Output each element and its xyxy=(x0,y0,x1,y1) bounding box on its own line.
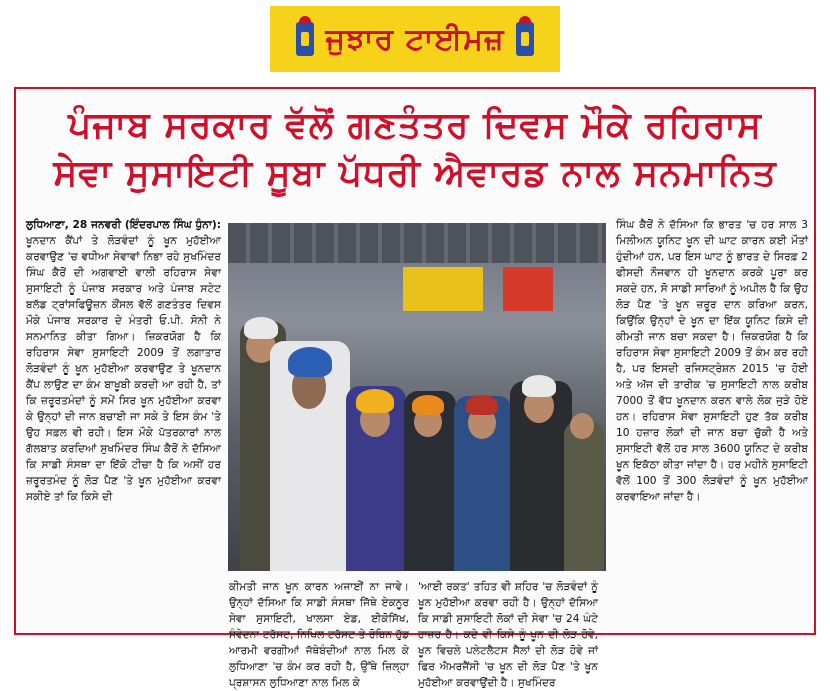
masthead-title: ਜੁਝਾਰ ਟਾਈਮਜ਼ xyxy=(325,21,505,57)
turban xyxy=(244,317,278,339)
turban xyxy=(466,395,498,415)
turban xyxy=(356,389,394,413)
article-column-4: ਸਿੰਘ ਕੈਰੋਂ ਨੇ ਦੱਸਿਆ ਕਿ ਭਾਰਤ 'ਚ ਹਰ ਸਾਲ 3 ਮਿਲੀਅਨ ਯੂਨਿਟ ਖੂਨ ਦੀ ਘਾਟ ਕਾਰਨ ਕਈ ਮੌਤਾਂ ਹੁੰਦੀਆਂ ਹਨ, ਪਰ ਇਸ ਘਾਟ ਨੂੰ ਭਾਰਤ ਦੇ ਸਿਰਫ਼ 2 ਫੀਸਦੀ ਨੌਜਵਾਨ ਹੀ ਖੂਨਦਾਨ ਕਰਕੇ ਪੂਰਾ ਕਰ ਸਕਦੇ ਹਨ, ਸੋ ਸਾਡੀ ਸਾਰਿਆਂ ਨੂੰ ਅਪੀਲ ਹੈ ਕਿ ਉਹ ਲੋੜ ਪੈਣ 'ਤੇ ਖੂਨ ਜ਼ਰੂਰ ਦਾਨ ਕਰਿਆ ਕਰਨ, ਕਿਉਂਕਿ ਉਨ੍ਹਾਂ ਦੇ ਖੂਨ ਦਾ ਇੱਕ ਯੂਨਿਟ ਕਿਸੇ ਦੀ ਕੀਮਤੀ ਜਾਨ ਬਚਾ ਸਕਦਾ ਹੈ। ਜ਼ਿਕਰਯੋਗ ਹੈ ਕਿ ਰਹਿਰਾਸ ਸੇਵਾ ਸੁਸਾਇਟੀ 2009 ਤੋਂ ਕੰਮ ਕਰ ਰਹੀ ਹੈ, ਪਰ ਇਸਦੀ ਰਜਿਸਟ੍ਰੇਸ਼ਨ 2015 'ਚ ਹੋਈ ਅਤੇ ਅੱਜ ਦੀ ਤਾਰੀਕ 'ਚ ਸੁਸਾਇਟੀ ਨਾਲ ਕਰੀਬ 7000 ਤੋਂ ਵੱਧ ਖੂਨਦਾਨ ਕਰਨ ਵਾਲੇ ਲੋਕ ਜੁੜੇ ਹੋਏ ਹਨ। ਰਹਿਰਾਸ ਸੇਵਾ ਸੁਸਾਇਟੀ ਹੁਣ ਤੱਕ ਕਰੀਬ 10 ਹਜ਼ਾਰ ਲੋਕਾਂ ਦੀ ਜਾਨ ਬਚਾ ਚੁੱਕੀ ਹੈ ਅਤੇ ਸੁਸਾਇਟੀ ਵੱਲੋਂ ਹਰ ਸਾਲ 3600 ਯੂਨਿਟ ਦੇ ਕਰੀਬ ਖੂਨ ਇਕੱਠਾ ਕੀਤਾ ਜਾਂਦਾ ਹੈ। ਹਰ ਮਹੀਨੇ ਸੁਸਾਇਟੀ ਵੱਲੋਂ 100 ਤੋਂ 300 ਲੋੜਵੰਦਾਂ ਨੂੰ ਖੂਨ ਮੁਹੱਈਆ ਕਰਵਾਇਆ ਜਾਂਦਾ ਹੈ। xyxy=(616,219,808,503)
award-ceremony-photo xyxy=(228,223,606,571)
turban xyxy=(412,395,444,415)
masthead xyxy=(270,6,560,72)
photo-roof xyxy=(228,223,606,263)
article-column-3: 'ਆਈ ਰਕਤ' ਤਹਿਤ ਵੀ ਸ਼ਹਿਰ 'ਚ ਲੋੜਵੰਦਾਂ ਨੂੰ ਖੂਨ ਮੁਹੱਈਆ ਕਰਵਾ ਰਹੀ ਹੈ। ਉਨ੍ਹਾਂ ਦੱਸਿਆ ਕਿ ਸਾਡੀ ਸੁਸਾਇਟੀ ਲੋਕਾਂ ਦੀ ਸੇਵਾ 'ਚ 24 ਘੰਟੇ ਹਾਜ਼ਰ ਹੈ। ਕਦੇ ਵੀ ਕਿਸੇ ਨੂੰ ਖੂਨ ਦੀ ਲੋੜ ਹੋਵੇ, ਖੂਨ ਵਿਚਲੇ ਪਲੇਟਲੈਟਸ ਸੈਲਾਂ ਦੀ ਲੋੜ ਹੋਵੇ ਜਾਂ ਫਿਰ ਐਮਰਜੈਂਸੀ 'ਚ ਖੂਨ ਦੀ ਲੋੜ ਪੈਣ 'ਤੇ ਖੂਨ ਮੁਹੱਈਆ ਕਰਵਾਉਂਦੀ ਹੈ। ਸੁਖਮਿੰਦਰ xyxy=(418,581,598,689)
person-head xyxy=(570,413,594,439)
lamp-icon xyxy=(516,22,534,56)
article-column-1 xyxy=(26,217,221,629)
turban xyxy=(522,375,556,397)
article-column-2: ਕੀਮਤੀ ਜਾਨ ਖੂਨ ਕਾਰਨ ਅਜਾਈਂ ਨਾ ਜਾਵੇ। ਉਨ੍ਹਾਂ ਦੱਸਿਆ ਕਿ ਸਾਡੀ ਸੰਸਥਾ ਜਿੱਥੇ ਏਕਨੂਰ ਸੇਵਾ ਸੁਸਾਇਟੀ, ਖਾਲਸਾ ਏਡ, ਈਕੋਸਿੱਖ, ਸੰਵੇਦਨਾ ਟਰੱਸਟ, ਨਿਖਿਲ ਟਰੱਸਟ ਤੇ ਰੋਬਿਨ ਹੁੱਡ ਆਰਮੀ ਵਰਗੀਆਂ ਜੱਥੇਬੰਦੀਆਂ ਨਾਲ ਮਿਲ ਕੇ ਲੁਧਿਆਣਾ 'ਚ ਕੰਮ ਕਰ ਰਹੀ ਹੈ, ਉੱਥੇ ਜ਼ਿਲ੍ਹਾ ਪ੍ਰਸ਼ਾਸਨ ਲੁਧਿਆਣਾ ਨਾਲ ਮਿਲ ਕੇ xyxy=(229,581,409,689)
person xyxy=(564,421,604,571)
photo-banner xyxy=(403,267,483,311)
lamp-icon xyxy=(296,22,314,56)
column-1-text: ਖੂਨਦਾਨ ਕੈਂਪਾਂ ਤੇ ਲੋੜਵੰਦਾਂ ਨੂੰ ਖੂਨ ਮੁਹੱਈਆ ਕਰਵਾਉਣ 'ਚ ਵਧੀਆ ਸੇਵਾਵਾਂ ਨਿਭਾ ਰਹੇ ਸੁਖਮਿੰਦਰ ਸਿੰਘ ਕੈਰੋਂ ਦੀ ਅਗਵਾਈ ਵਾਲੀ ਰਹਿਰਾਸ ਸੇਵਾ ਸੁਸਾਇਟੀ ਨੂੰ ਪੰਜਾਬ ਸਰਕਾਰ ਅਤੇ ਪੰਜਾਬ ਸਟੇਟ ਬਲੱਡ ਟ੍ਰਾਂਸਫਿਊਜ਼ਨ ਕੌਂਸਲ ਵੱਲੋਂ ਗਣਤੰਤਰ ਦਿਵਸ ਮੌਕੇ ਪੰਜਾਬ ਸਰਕਾਰ ਦੇ ਮੰਤਰੀ ਓ.ਪੀ. ਸੋਨੀ ਨੇ ਸਨਮਾਨਿਤ ਕੀਤਾ ਗਿਆ। ਜ਼ਿਕਰਯੋਗ ਹੈ ਕਿ ਰਹਿਰਾਸ ਸੇਵਾ ਸੁਸਾਇਟੀ 2009 ਤੋਂ ਲਗਾਤਾਰ ਲੋੜਵੰਦਾਂ ਨੂੰ ਖੂਨ ਮੁਹੱਈਆ ਕਰਵਾਉਣ ਤੇ ਖੂਨਦਾਨ ਕੈਂਪ ਲਾਉਣ ਦਾ ਕੰਮ ਬਾਖੂਬੀ ਕਰਦੀ ਆ ਰਹੀ ਹੈ, ਤਾਂ ਕਿ ਜ਼ਰੂਰਤਮੰਦਾਂ ਨੂੰ ਸਮੇਂ ਸਿਰ ਖੂਨ ਮੁਹੱਈਆ ਕਰਵਾ ਕੇ ਉਨ੍ਹਾਂ ਦੀ ਜਾਨ ਬਚਾਈ ਜਾ ਸਕੇ ਤੇ ਇਸ ਕੰਮ 'ਤੇ ਉਹ ਸਫ਼ਲ ਵੀ ਰਹੀ। ਇਸ ਮੌਕੇ ਪੱਤਰਕਾਰਾਂ ਨਾਲ ਗੱਲਬਾਤ ਕਰਦਿਆਂ ਸੁਖਮਿੰਦਰ ਸਿੰਘ ਕੈਰੋਂ ਨੇ ਦੱਸਿਆ ਕਿ ਸਾਡੀ ਸੰਸਥਾ ਦਾ ਇੱਕੋ ਟੀਚਾ ਹੈ ਕਿ ਅਸੀਂ ਹਰ ਜ਼ਰੂਰਤਮੰਦ ਨੂੰ ਲੋੜ ਪੈਣ 'ਤੇ ਖੂਨ ਮੁਹੱਈਆ ਕਰਵਾ ਸਕੀਏ ਤਾਂ ਕਿ ਕਿਸੇ ਦੀ xyxy=(26,235,221,503)
turban xyxy=(288,347,332,377)
dateline: ਲੁਧਿਆਣਾ, 28 ਜਨਵਰੀ (ਇੰਦਰਪਾਲ ਸਿੰਘ ਧੁੰਨਾ): xyxy=(26,219,221,231)
headline-line-1: ਪੰਜਾਬ ਸਰਕਾਰ ਵੱਲੋਂ ਗਣਤੰਤਰ ਦਿਵਸ ਮੌਕੇ ਰਹਿਰਾਸ xyxy=(68,105,762,146)
photo-banner xyxy=(503,267,553,311)
news-clipping xyxy=(14,87,816,689)
headline-line-2: ਸੇਵਾ ਸੁਸਾਇਟੀ ਸੂਬਾ ਪੱਧਰੀ ਐਵਾਰਡ ਨਾਲ ਸਨਮਾਨਿਤ xyxy=(53,153,777,194)
